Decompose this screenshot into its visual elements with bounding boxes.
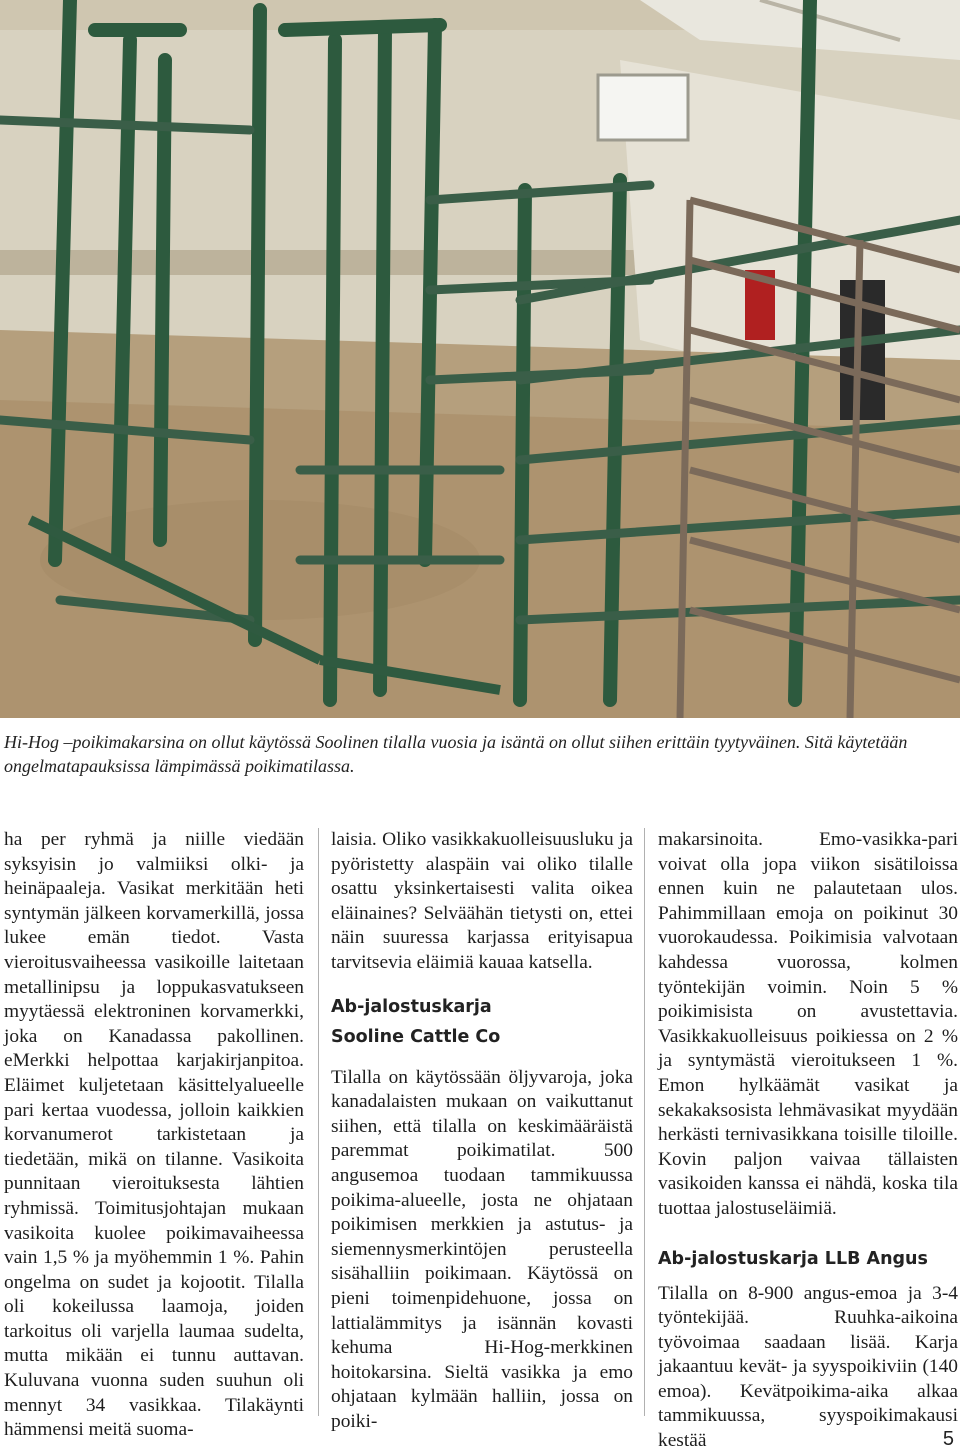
column-divider: [644, 828, 645, 1416]
article-column-2: [331, 828, 633, 1434]
section-heading: Ab-jalostuskarja: [331, 996, 492, 1017]
cattle-pen-illustration: [0, 0, 960, 718]
body-text: Tilalla on 8-900 angus-emoa ja 3-4 työntekijää. Ruuhka-aikoina työvoimaa saadaan lisää. Karja jakaantuu kevät- ja syyspoikiviin (140 emoa). Kevätpoikima-aika alkaa tammikuussa, syyspoikimakausi kestää: [658, 1282, 958, 1452]
column-divider: [318, 828, 319, 1416]
photo-caption: Hi-Hog –poikimakarsina on ollut käytössä Soolinen tilalla vuosia ja isäntä on ollut siihen erittäin tyytyväinen. Sitä käytetään ongelmatapauksissa lämpimässä poikimatilassa.: [4, 732, 908, 776]
cattle-pen-photo: [0, 0, 960, 718]
body-text: ha per ryhmä ja niille viedään syksyisin jo valmiiksi olki- ja heinäpaaleja. Vasikat merkitään heti syntymän jälkeen korvamerkillä, jossa lukee emän tiedot. Vasta vieroitusvaiheessa vasikoille laitetaan metallinipsu ja loppukasvatukseen myytäessä elektroninen korvamerkki, joka on Kanadassa pakollinen. eMerkki helpottaa karjakirjanpitoa. Eläimet kuljetetaan käsittelyalueelle pari kertaa vuodessa, jolloin kaikkien korvanumerot tarkistetaan ja tiedetään, mikä on tilanne. Vasikoita punnitaan vieroituksesta lähtien ryhmissä. Toimitusjohtajan mukaan vasikoita kuolee poikimavaiheessa vain 1,5 % ja myöhemmin 1 %. Pahin ongelma on sudet ja kojootit. Tilalla oli kokeilussa laamoja, joiden tarkoitus oli varjella laumaa sudelta, mutta mikään ei tunnu auttavan. Kuluvana vuonna suden suuhun oli mennyt 34 vasikkaa. Tilakäynti hämmensi meitä suoma-: [4, 829, 304, 1441]
section-subheading: Sooline Cattle Co: [331, 1026, 501, 1047]
page-number: 5: [942, 1428, 954, 1450]
body-text: Tilalla on käytössään öljyvaroja, joka kanadalaisten mukaan on vaikuttanut siihen, että tilalla on keskimääräistä paremmat poikimatilat. 500 angusemoa tuodaan tammikuussa poikima-alueelle, josta ne ohjataan poikimisen merkkien ja astutus- ja siemennysmerkintöjen perusteella sisähalliin poikimaan. Käytössä on pieni toimenpidehuone, jossa on lattialämmitys ja isännän kovasti kehuma Hi-Hog-merkkinen hoitokarsina. Sieltä vasikka ja emo ohjataan kylmään halliin, jossa on poiki-: [331, 1066, 633, 1432]
article-column-3: [658, 828, 958, 1454]
body-text: makarsinoita. Emo-vasikka-pari voivat olla jopa viikon sisätiloissa ennen kuin ne palautetaan ulos. Pahimmillaan emoja on poikinut 30 vuorokaudessa. Poikimisia valvotaan kahdessa vuorossa, kolmen työntekijän voimin. Noin 5 % poikimisista on avustettavia. Vasikkakuolleisuus poikiessa on 2 % ja syntymästä vieroitukseen 1 %. Emon hylkäämät vasikat ja sekakaksosista lehmävasikat myydään herkästi ternivasikkana toisille tiloille. Kovin paljon vaivaa tällaisten vasikoiden kanssa ei nähdä, koska tila tuottaa jalostuseläimiä.: [658, 829, 958, 1219]
body-text: laisia. Oliko vasikkakuolleisuusluku ja pyöristetty alaspäin vai oliko tilalle osattu yksinkertaisesti valita oikea eläinaines? Selväähän tietysti on, ettei näin suuressa karjassa erityisapua tarvitsevia eläimiä kauaa katsella.: [331, 829, 633, 973]
article-column-1: [4, 828, 304, 1443]
section-heading: Ab-jalostuskarja LLB Angus: [658, 1248, 928, 1269]
